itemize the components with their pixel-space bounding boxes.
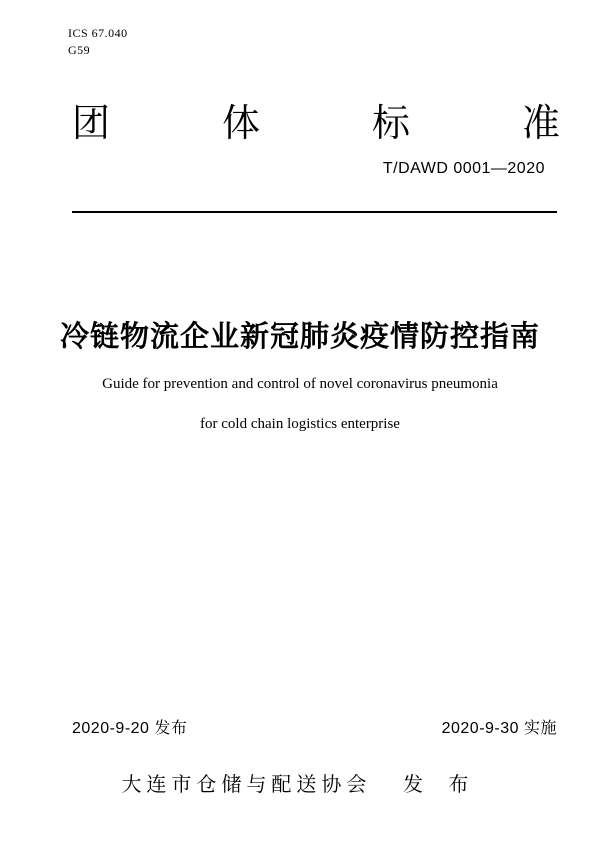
standard-type-char: 团 — [72, 103, 111, 145]
ics-code: ICS 67.040 — [68, 26, 128, 40]
document-title-english-line2: for cold chain logistics enterprise — [200, 416, 400, 432]
standard-type-heading — [72, 102, 560, 146]
document-title-english-line1: Guide for prevention and control of novel coronavirus pneumonia — [102, 376, 498, 392]
publish-label: 发 布 — [403, 774, 479, 796]
standard-number: T/DAWD 0001—2020 — [382, 160, 545, 177]
standard-type-char: 标 — [371, 103, 410, 145]
publisher-name: 大连市仓储与配送协会 — [121, 774, 372, 796]
standard-type-char: 体 — [221, 103, 260, 145]
publisher-row — [0, 768, 600, 797]
dates-row — [72, 715, 557, 738]
document-title-chinese: 冷链物流企业新冠肺炎疫情防控指南 — [59, 321, 540, 353]
implement-date: 2020-9-30 实施 — [441, 720, 557, 737]
standard-type-char: 准 — [521, 103, 560, 145]
ics-block — [68, 25, 128, 59]
header-divider-line — [72, 211, 557, 213]
issue-date: 2020-9-20 发布 — [72, 720, 188, 737]
classification-code: G59 — [68, 43, 91, 57]
